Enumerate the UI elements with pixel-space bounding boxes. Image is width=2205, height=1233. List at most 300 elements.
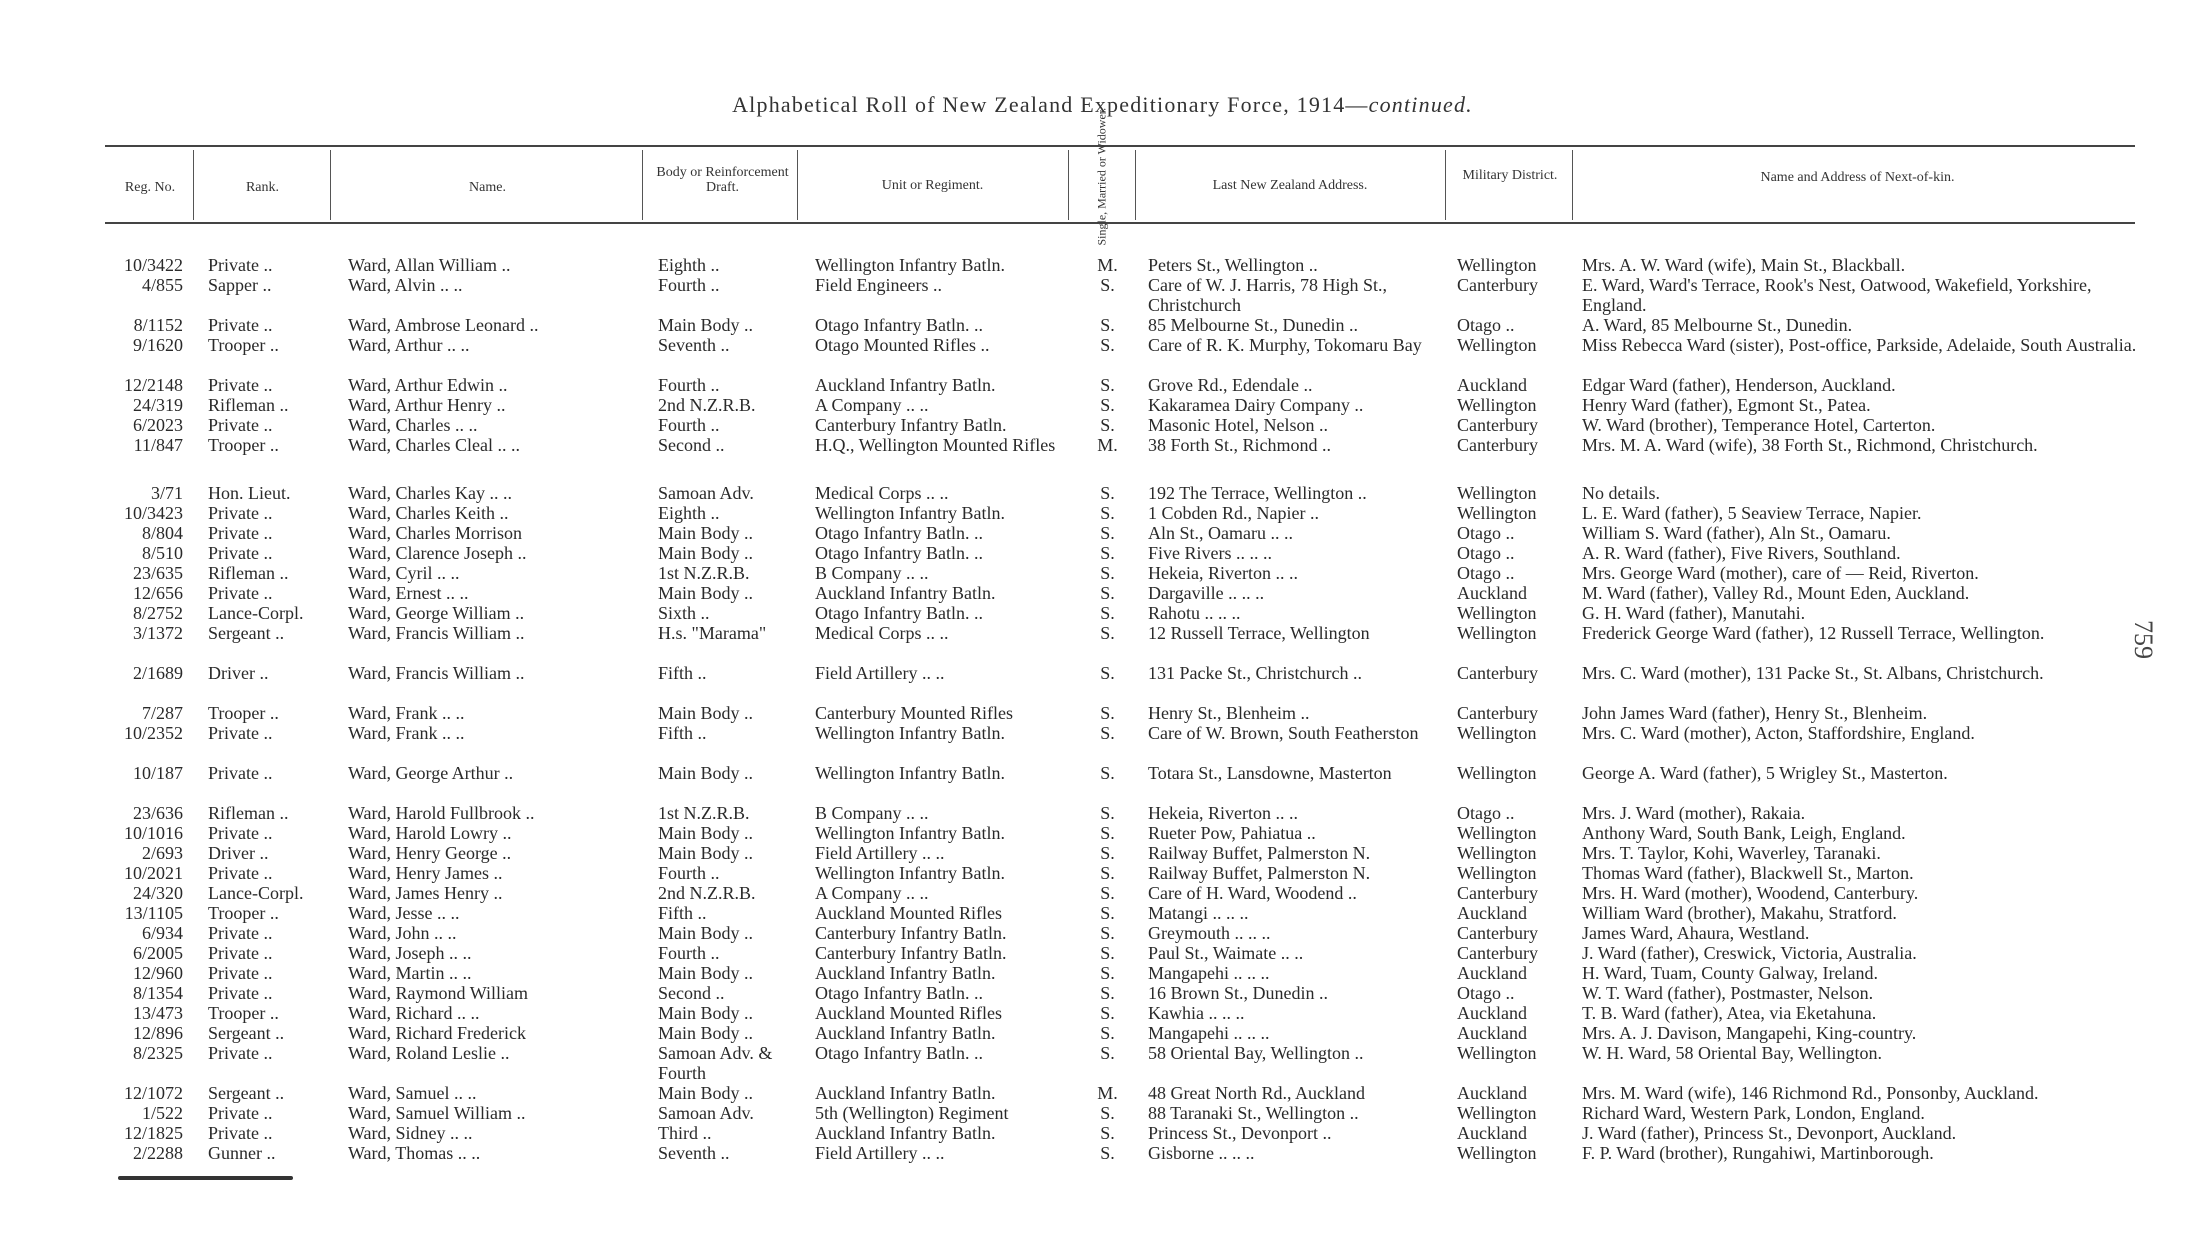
cell-next-of-kin: Mrs. J. Ward (mother), Rakaia. [1582, 803, 1806, 823]
cell-unit: Auckland Infantry Batln. [815, 375, 996, 395]
cell-rank: Sergeant .. [208, 1023, 285, 1043]
cell-marital-status: S. [1100, 663, 1115, 683]
cell-rank: Driver .. [208, 843, 269, 863]
cell-next-of-kin: Mrs. M. A. Ward (wife), 38 Forth St., Richmond, Christchurch. [1582, 435, 2038, 455]
cell-name: Ward, Harold Lowry .. [348, 823, 512, 843]
cell-unit: Wellington Infantry Batln. [815, 823, 1006, 843]
cell-marital-status: S. [1100, 803, 1115, 823]
cell-name: Ward, Arthur Henry .. [348, 395, 506, 415]
cell-marital-status: S. [1100, 963, 1115, 983]
cell-unit: Canterbury Infantry Batln. [815, 943, 1007, 963]
cell-unit: B Company .. .. [815, 803, 929, 823]
cell-military-district: Auckland [1457, 375, 1527, 395]
cell-military-district: Auckland [1457, 583, 1527, 603]
cell-unit: Wellington Infantry Batln. [815, 255, 1006, 275]
cell-name: Ward, Joseph .. .. [348, 943, 472, 963]
cell-draft: Fifth .. [658, 663, 707, 683]
cell-rank: Private .. [208, 723, 273, 743]
cell-nz-address: Mangapehi .. .. .. [1148, 963, 1270, 983]
cell-reg-no: 10/187 [132, 763, 183, 783]
cell-next-of-kin: Edgar Ward (father), Henderson, Auckland. [1582, 375, 1896, 395]
cell-military-district: Wellington [1457, 603, 1537, 623]
cell-marital-status: S. [1100, 823, 1115, 843]
cell-name: Ward, John .. .. [348, 923, 457, 943]
cell-draft: Main Body .. [658, 1003, 754, 1023]
cell-military-district: Wellington [1457, 763, 1537, 783]
cell-nz-address: Railway Buffet, Palmerston N. [1148, 863, 1371, 883]
cell-nz-address: Care of W. J. Harris, 78 High St., Christchurch [1148, 275, 1387, 315]
cell-nz-address: Princess St., Devonport .. [1148, 1123, 1332, 1143]
cell-marital-status: M. [1097, 255, 1118, 275]
cell-military-district: Wellington [1457, 1043, 1537, 1063]
cell-marital-status: M. [1097, 435, 1118, 455]
cell-marital-status: S. [1100, 843, 1115, 863]
cell-unit: Auckland Infantry Batln. [815, 1123, 996, 1143]
cell-next-of-kin: L. E. Ward (father), 5 Seaview Terrace, Napier. [1582, 503, 1922, 523]
cell-next-of-kin: No details. [1582, 483, 1660, 503]
cell-rank: Sapper .. [208, 275, 272, 295]
cell-nz-address: Matangi .. .. .. [1148, 903, 1249, 923]
cell-nz-address: Kakaramea Dairy Company .. [1148, 395, 1364, 415]
cell-nz-address: Masonic Hotel, Nelson .. [1148, 415, 1328, 435]
cell-marital-status: S. [1100, 903, 1115, 923]
cell-next-of-kin: Mrs. H. Ward (mother), Woodend, Canterbury. [1582, 883, 1919, 903]
cell-unit: Canterbury Infantry Batln. [815, 415, 1007, 435]
cell-rank: Gunner .. [208, 1143, 276, 1163]
cell-name: Ward, Harold Fullbrook .. [348, 803, 535, 823]
cell-draft: Main Body .. [658, 823, 754, 843]
title-text: Alphabetical Roll of New Zealand Expeditionary Force, 1914— [732, 92, 1369, 117]
cell-unit: A Company .. .. [815, 395, 929, 415]
cell-rank: Trooper .. [208, 903, 279, 923]
cell-draft: Main Body .. [658, 315, 754, 335]
cell-next-of-kin: James Ward, Ahaura, Westland. [1582, 923, 1810, 943]
cell-draft: Sixth .. [658, 603, 710, 623]
cell-rank: Private .. [208, 823, 273, 843]
cell-draft: Samoan Adv. & Fourth [658, 1043, 773, 1083]
cell-name: Ward, Ernest .. .. [348, 583, 469, 603]
cell-marital-status: S. [1100, 503, 1115, 523]
cell-rank: Private .. [208, 1043, 273, 1063]
cell-nz-address: Greymouth .. .. .. [1148, 923, 1271, 943]
cell-unit: Otago Mounted Rifles .. [815, 335, 990, 355]
cell-marital-status: S. [1100, 983, 1115, 1003]
cell-next-of-kin: Mrs. C. Ward (mother), 131 Packe St., St. Albans, Christchurch. [1582, 663, 2044, 683]
cell-name: Ward, James Henry .. [348, 883, 503, 903]
cell-name: Ward, Allan William .. [348, 255, 511, 275]
cell-nz-address: Five Rivers .. .. .. [1148, 543, 1272, 563]
cell-draft: Fourth .. [658, 275, 720, 295]
cell-reg-no: 8/1152 [133, 315, 183, 335]
cell-next-of-kin: A. R. Ward (father), Five Rivers, Southland. [1582, 543, 1901, 563]
cell-nz-address: Paul St., Waimate .. .. [1148, 943, 1304, 963]
cell-marital-status: S. [1100, 415, 1115, 435]
cell-nz-address: 85 Melbourne St., Dunedin .. [1148, 315, 1358, 335]
cell-reg-no: 6/2023 [132, 415, 183, 435]
cell-next-of-kin: W. Ward (brother), Temperance Hotel, Carterton. [1582, 415, 1936, 435]
cell-unit: Canterbury Infantry Batln. [815, 923, 1007, 943]
cell-name: Ward, Charles Morrison [348, 523, 523, 543]
cell-next-of-kin: M. Ward (father), Valley Rd., Mount Eden, Auckland. [1582, 583, 1970, 603]
title-continued: continued. [1368, 92, 1473, 117]
cell-unit: Canterbury Mounted Rifles [815, 703, 1013, 723]
cell-rank: Hon. Lieut. [208, 483, 291, 503]
cell-unit: Otago Infantry Batln. .. [815, 603, 983, 623]
cell-draft: Seventh .. [658, 1143, 730, 1163]
cell-rank: Private .. [208, 1103, 273, 1123]
cell-nz-address: Railway Buffet, Palmerston N. [1148, 843, 1371, 863]
cell-next-of-kin: F. P. Ward (brother), Rungahiwi, Martinborough. [1582, 1143, 1934, 1163]
cell-marital-status: S. [1100, 763, 1115, 783]
cell-military-district: Wellington [1457, 1103, 1537, 1123]
cell-military-district: Wellington [1457, 395, 1537, 415]
cell-name: Ward, Richard Frederick [348, 1023, 526, 1043]
cell-draft: Main Body .. [658, 1023, 754, 1043]
cell-military-district: Otago .. [1457, 315, 1515, 335]
cell-unit: Field Engineers .. [815, 275, 942, 295]
cell-name: Ward, Charles .. .. [348, 415, 478, 435]
header-address: Last New Zealand Address. [1212, 178, 1368, 193]
cell-name: Ward, Roland Leslie .. [348, 1043, 510, 1063]
cell-military-district: Wellington [1457, 863, 1537, 883]
cell-nz-address: Mangapehi .. .. .. [1148, 1023, 1270, 1043]
cell-nz-address: 131 Packe St., Christchurch .. [1148, 663, 1362, 683]
cell-name: Ward, Raymond William [348, 983, 528, 1003]
cell-reg-no: 12/1825 [123, 1123, 183, 1143]
cell-reg-no: 13/473 [132, 1003, 183, 1023]
cell-rank: Lance-Corpl. [208, 883, 304, 903]
cell-rank: Private .. [208, 503, 273, 523]
cell-next-of-kin: Mrs. C. Ward (mother), Acton, Staffordshire, England. [1582, 723, 1975, 743]
cell-marital-status: S. [1100, 523, 1115, 543]
cell-marital-status: S. [1100, 623, 1115, 643]
cell-reg-no: 4/855 [141, 275, 183, 295]
cell-draft: Fourth .. [658, 415, 720, 435]
cell-reg-no: 8/2325 [132, 1043, 183, 1063]
cell-rank: Private .. [208, 583, 273, 603]
cell-reg-no: 8/1354 [132, 983, 183, 1003]
cell-draft: Eighth .. [658, 503, 720, 523]
cell-unit: Otago Infantry Batln. .. [815, 983, 983, 1003]
cell-reg-no: 24/320 [132, 883, 183, 903]
cell-nz-address: Gisborne .. .. .. [1148, 1143, 1255, 1163]
cell-next-of-kin: John James Ward (father), Henry St., Blenheim. [1582, 703, 1928, 723]
cell-marital-status: S. [1100, 723, 1115, 743]
cell-unit: Wellington Infantry Batln. [815, 763, 1006, 783]
cell-next-of-kin: Mrs. A. J. Davison, Mangapehi, King-country. [1582, 1023, 1917, 1043]
cell-military-district: Auckland [1457, 1003, 1527, 1023]
cell-next-of-kin: Anthony Ward, South Bank, Leigh, England. [1582, 823, 1906, 843]
cell-name: Ward, Ambrose Leonard .. [348, 315, 539, 335]
cell-unit: Otago Infantry Batln. .. [815, 1043, 983, 1063]
cell-name: Ward, Thomas .. .. [348, 1143, 481, 1163]
cell-unit: Wellington Infantry Batln. [815, 723, 1006, 743]
cell-reg-no: 24/319 [132, 395, 183, 415]
cell-rank: Trooper .. [208, 1003, 279, 1023]
cell-rank: Rifleman .. [208, 563, 289, 583]
cell-draft: Fourth .. [658, 863, 720, 883]
cell-name: Ward, George William .. [348, 603, 525, 623]
cell-nz-address: Hekeia, Riverton .. .. [1148, 803, 1298, 823]
cell-marital-status: S. [1100, 863, 1115, 883]
cell-military-district: Canterbury [1457, 663, 1538, 683]
cell-name: Ward, Arthur Edwin .. [348, 375, 508, 395]
cell-name: Ward, Henry James .. [348, 863, 503, 883]
cell-military-district: Auckland [1457, 1023, 1527, 1043]
cell-name: Ward, Samuel .. .. [348, 1083, 477, 1103]
cell-reg-no: 8/804 [141, 523, 183, 543]
cell-military-district: Wellington [1457, 623, 1537, 643]
cell-nz-address: 192 The Terrace, Wellington .. [1148, 483, 1367, 503]
cell-next-of-kin: Mrs. T. Taylor, Kohi, Waverley, Taranaki. [1582, 843, 1881, 863]
cell-name: Ward, Clarence Joseph .. [348, 543, 527, 563]
cell-military-district: Wellington [1457, 843, 1537, 863]
cell-draft: 2nd N.Z.R.B. [658, 883, 756, 903]
cell-nz-address: Dargaville .. .. .. [1148, 583, 1265, 603]
cell-name: Ward, Henry George .. [348, 843, 512, 863]
cell-draft: Main Body .. [658, 543, 754, 563]
cell-marital-status: S. [1100, 563, 1115, 583]
cell-draft: Second .. [658, 435, 725, 455]
cell-rank: Private .. [208, 315, 273, 335]
cell-nz-address: Hekeia, Riverton .. .. [1148, 563, 1298, 583]
cell-reg-no: 10/3423 [123, 503, 183, 523]
header-district: Military District. [1462, 168, 1558, 183]
cell-unit: Auckland Mounted Rifles [815, 1003, 1002, 1023]
cell-rank: Lance-Corpl. [208, 603, 304, 623]
cell-reg-no: 12/1072 [123, 1083, 183, 1103]
cell-rank: Trooper .. [208, 703, 279, 723]
cell-unit: Auckland Mounted Rifles [815, 903, 1002, 923]
cell-unit: Otago Infantry Batln. .. [815, 543, 983, 563]
header-body: Body or Reinforcement Draft. [656, 165, 789, 195]
cell-rank: Private .. [208, 763, 273, 783]
header-smw: Single, Married or Widower. [1094, 107, 1109, 246]
cell-next-of-kin: W. H. Ward, 58 Oriental Bay, Wellington. [1582, 1043, 1883, 1063]
cell-reg-no: 6/934 [141, 923, 183, 943]
cell-reg-no: 10/1016 [123, 823, 183, 843]
cell-draft: Fourth .. [658, 375, 720, 395]
cell-unit: Field Artillery .. .. [815, 663, 945, 683]
cell-marital-status: S. [1100, 315, 1115, 335]
cell-name: Ward, Martin .. .. [348, 963, 472, 983]
cell-military-district: Wellington [1457, 255, 1537, 275]
cell-military-district: Canterbury [1457, 275, 1538, 295]
cell-nz-address: Rueter Pow, Pahiatua .. [1148, 823, 1316, 843]
cell-rank: Private .. [208, 863, 273, 883]
cell-name: Ward, Samuel William .. [348, 1103, 526, 1123]
cell-marital-status: S. [1100, 483, 1115, 503]
cell-draft: Main Body .. [658, 763, 754, 783]
cell-draft: Fourth .. [658, 943, 720, 963]
cell-rank: Private .. [208, 375, 273, 395]
cell-next-of-kin: Mrs. A. W. Ward (wife), Main St., Blackball. [1582, 255, 1906, 275]
cell-marital-status: S. [1100, 703, 1115, 723]
cell-unit: A Company .. .. [815, 883, 929, 903]
cell-military-district: Auckland [1457, 903, 1527, 923]
header-reg: Reg. No. [124, 180, 176, 195]
header-unit: Unit or Regiment. [881, 178, 984, 193]
cell-draft: Main Body .. [658, 843, 754, 863]
cell-name: Ward, Frank .. .. [348, 723, 465, 743]
cell-military-district: Otago .. [1457, 983, 1515, 1003]
cell-military-district: Wellington [1457, 823, 1537, 843]
cell-marital-status: S. [1100, 375, 1115, 395]
cell-nz-address: Totara St., Lansdowne, Masterton [1148, 763, 1392, 783]
cell-unit: Otago Infantry Batln. .. [815, 315, 983, 335]
cell-name: Ward, Charles Cleal .. .. [348, 435, 521, 455]
cell-name: Ward, George Arthur .. [348, 763, 514, 783]
cell-draft: Samoan Adv. [658, 483, 754, 503]
cell-rank: Private .. [208, 543, 273, 563]
cell-draft: Samoan Adv. [658, 1103, 754, 1123]
cell-military-district: Wellington [1457, 1143, 1537, 1163]
cell-next-of-kin: Thomas Ward (father), Blackwell St., Marton. [1582, 863, 1914, 883]
cell-draft: 2nd N.Z.R.B. [658, 395, 756, 415]
cell-reg-no: 2/693 [141, 843, 183, 863]
cell-reg-no: 3/1372 [132, 623, 183, 643]
cell-marital-status: S. [1100, 883, 1115, 903]
cell-unit: Auckland Infantry Batln. [815, 583, 996, 603]
cell-reg-no: 10/3422 [123, 255, 183, 275]
cell-nz-address: Rahotu .. .. .. [1148, 603, 1241, 623]
cell-rank: Private .. [208, 255, 273, 275]
cell-military-district: Auckland [1457, 963, 1527, 983]
cell-marital-status: S. [1100, 583, 1115, 603]
cell-rank: Private .. [208, 1123, 273, 1143]
cell-nz-address: Care of H. Ward, Woodend .. [1148, 883, 1357, 903]
cell-marital-status: S. [1100, 1123, 1115, 1143]
cell-reg-no: 12/960 [132, 963, 183, 983]
cell-name: Ward, Sidney .. .. [348, 1123, 473, 1143]
cell-rank: Private .. [208, 923, 273, 943]
cell-marital-status: S. [1100, 335, 1115, 355]
cell-reg-no: 12/656 [132, 583, 183, 603]
cell-reg-no: 23/636 [132, 803, 183, 823]
cell-reg-no: 23/635 [132, 563, 183, 583]
cell-rank: Trooper .. [208, 335, 279, 355]
cell-unit: B Company .. .. [815, 563, 929, 583]
cell-next-of-kin: George A. Ward (father), 5 Wrigley St., Masterton. [1582, 763, 1948, 783]
cell-next-of-kin: Miss Rebecca Ward (sister), Post-office, Parkside, Adelaide, South Australia. [1582, 335, 2137, 355]
cell-military-district: Wellington [1457, 335, 1537, 355]
cell-unit: Field Artillery .. .. [815, 1143, 945, 1163]
cell-nz-address: 48 Great North Rd., Auckland [1148, 1083, 1365, 1103]
cell-marital-status: S. [1100, 1023, 1115, 1043]
cell-reg-no: 11/847 [133, 435, 183, 455]
cell-next-of-kin: Richard Ward, Western Park, London, England. [1582, 1103, 1925, 1123]
cell-name: Ward, Charles Keith .. [348, 503, 509, 523]
cell-unit: Wellington Infantry Batln. [815, 503, 1006, 523]
cell-rank: Rifleman .. [208, 395, 289, 415]
cell-military-district: Auckland [1457, 1123, 1527, 1143]
cell-reg-no: 7/287 [141, 703, 183, 723]
header-rank: Rank. [245, 180, 280, 195]
cell-reg-no: 12/2148 [123, 375, 183, 395]
cell-draft: 1st N.Z.R.B. [658, 803, 750, 823]
cell-nz-address: 38 Forth St., Richmond .. [1148, 435, 1332, 455]
cell-draft: Second .. [658, 983, 725, 1003]
cell-reg-no: 3/71 [150, 483, 183, 503]
cell-rank: Rifleman .. [208, 803, 289, 823]
cell-next-of-kin: Mrs. M. Ward (wife), 146 Richmond Rd., Ponsonby, Auckland. [1582, 1083, 2039, 1103]
cell-unit: Auckland Infantry Batln. [815, 1023, 996, 1043]
cell-draft: Main Body .. [658, 583, 754, 603]
cell-rank: Private .. [208, 983, 273, 1003]
cell-draft: Main Body .. [658, 703, 754, 723]
cell-unit: Wellington Infantry Batln. [815, 863, 1006, 883]
cell-military-district: Canterbury [1457, 435, 1538, 455]
cell-rank: Trooper .. [208, 435, 279, 455]
cell-next-of-kin: G. H. Ward (father), Manutahi. [1582, 603, 1806, 623]
cell-reg-no: 8/2752 [132, 603, 183, 623]
cell-next-of-kin: H. Ward, Tuam, County Galway, Ireland. [1582, 963, 1879, 983]
cell-military-district: Canterbury [1457, 883, 1538, 903]
cell-nz-address: Kawhia .. .. .. [1148, 1003, 1245, 1023]
cell-unit: 5th (Wellington) Regiment [815, 1103, 1009, 1123]
cell-draft: 1st N.Z.R.B. [658, 563, 750, 583]
ink-smudge [118, 1176, 293, 1180]
cell-military-district: Canterbury [1457, 943, 1538, 963]
header-name: Name. [469, 180, 506, 195]
cell-marital-status: S. [1100, 1103, 1115, 1123]
cell-nz-address: 16 Brown St., Dunedin .. [1148, 983, 1328, 1003]
cell-name: Ward, Charles Kay .. .. [348, 483, 513, 503]
page-number: 759 [2129, 620, 2158, 659]
cell-military-district: Canterbury [1457, 415, 1538, 435]
cell-draft: Main Body .. [658, 923, 754, 943]
cell-draft: Main Body .. [658, 963, 754, 983]
cell-next-of-kin: E. Ward, Ward's Terrace, Rook's Nest, Oatwood, Wakefield, Yorkshire, England. [1582, 275, 2092, 315]
cell-military-district: Canterbury [1457, 923, 1538, 943]
cell-nz-address: 88 Taranaki St., Wellington .. [1148, 1103, 1359, 1123]
cell-draft: H.s. "Marama" [658, 623, 767, 643]
cell-military-district: Otago .. [1457, 563, 1515, 583]
cell-unit: Field Artillery .. .. [815, 843, 945, 863]
cell-nz-address: 1 Cobden Rd., Napier .. [1148, 503, 1319, 523]
cell-next-of-kin: T. B. Ward (father), Atea, via Eketahuna. [1582, 1003, 1877, 1023]
header-kin: Name and Address of Next-of-kin. [1760, 170, 1955, 185]
cell-marital-status: S. [1100, 543, 1115, 563]
cell-reg-no: 10/2021 [123, 863, 183, 883]
cell-next-of-kin: William S. Ward (father), Aln St., Oamaru. [1582, 523, 1891, 543]
cell-unit: Medical Corps .. .. [815, 623, 949, 643]
cell-marital-status: S. [1100, 603, 1115, 623]
cell-name: Ward, Frank .. .. [348, 703, 465, 723]
cell-draft: Fifth .. [658, 723, 707, 743]
cell-nz-address: Grove Rd., Edendale .. [1148, 375, 1313, 395]
cell-name: Ward, Richard .. .. [348, 1003, 480, 1023]
cell-nz-address: Care of W. Brown, South Featherston [1148, 723, 1419, 743]
cell-rank: Driver .. [208, 663, 269, 683]
cell-draft: Seventh .. [658, 335, 730, 355]
cell-military-district: Otago .. [1457, 523, 1515, 543]
cell-military-district: Wellington [1457, 503, 1537, 523]
cell-marital-status: M. [1097, 1083, 1118, 1103]
cell-rank: Private .. [208, 523, 273, 543]
cell-military-district: Otago .. [1457, 803, 1515, 823]
cell-nz-address: Peters St., Wellington .. [1148, 255, 1318, 275]
cell-reg-no: 10/2352 [123, 723, 183, 743]
cell-rank: Private .. [208, 963, 273, 983]
cell-next-of-kin: Frederick George Ward (father), 12 Russell Terrace, Wellington. [1582, 623, 2045, 643]
cell-name: Ward, Francis William .. [348, 663, 525, 683]
cell-military-district: Auckland [1457, 1083, 1527, 1103]
cell-next-of-kin: W. T. Ward (father), Postmaster, Nelson. [1582, 983, 1874, 1003]
cell-next-of-kin: Henry Ward (father), Egmont St., Patea. [1582, 395, 1871, 415]
cell-marital-status: S. [1100, 1003, 1115, 1023]
cell-draft: Eighth .. [658, 255, 720, 275]
